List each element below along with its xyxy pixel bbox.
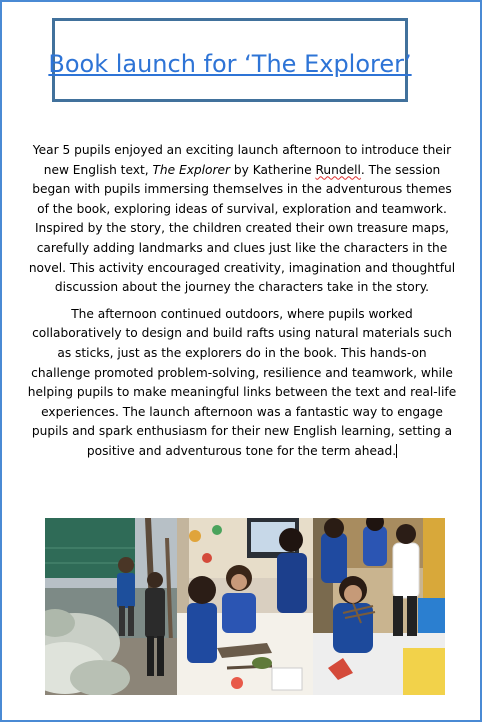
title-box (48, 18, 412, 102)
paragraph-2 (26, 305, 458, 462)
paragraph-2-text: The afternoon continued outdoors, where pupils worked collaboratively to design and build rafts using natural materials such as sticks, just as the explorers do in the book. This hands-on challenge promoted problem-solving, resilience and teamwork, while helping pupils to make meaningful links between the text and real-life experiences. The launch afternoon was a fantastic way to engage pupils and spark enthusiasm for their new English learning, setting a positive and adventurous tone for the term ahead. (27, 306, 457, 458)
photo-raft-building (313, 518, 445, 695)
text-cursor (396, 444, 397, 458)
photo-classroom-table (177, 518, 313, 695)
page-title: Book launch for ‘The Explorer’ (48, 50, 412, 78)
paragraph-1-rest: . The session began with pupils immersing themselves in the adventurous themes of the book, exploring ideas of survival, exploration and teamwork. Inspired by the story, the children created their own treasure maps, carefully adding landmarks and clues just like the characters in the novel. This activity encouraged creativity, imagination and thoughtful discussion about the journey the characters take in the story. (28, 162, 456, 295)
paragraph-1 (26, 141, 458, 298)
photo-outdoor-garden (45, 518, 177, 695)
book-title: The Explorer (152, 162, 231, 177)
article-body (26, 141, 458, 469)
photo-strip (45, 518, 445, 695)
paragraph-1-by: by Katherine (230, 162, 316, 177)
paragraph-1-intro: Year 5 pupils enjoyed an exciting launch afternoon to introduce their new English text, (32, 143, 452, 177)
author-surname: Rundell (315, 162, 361, 177)
